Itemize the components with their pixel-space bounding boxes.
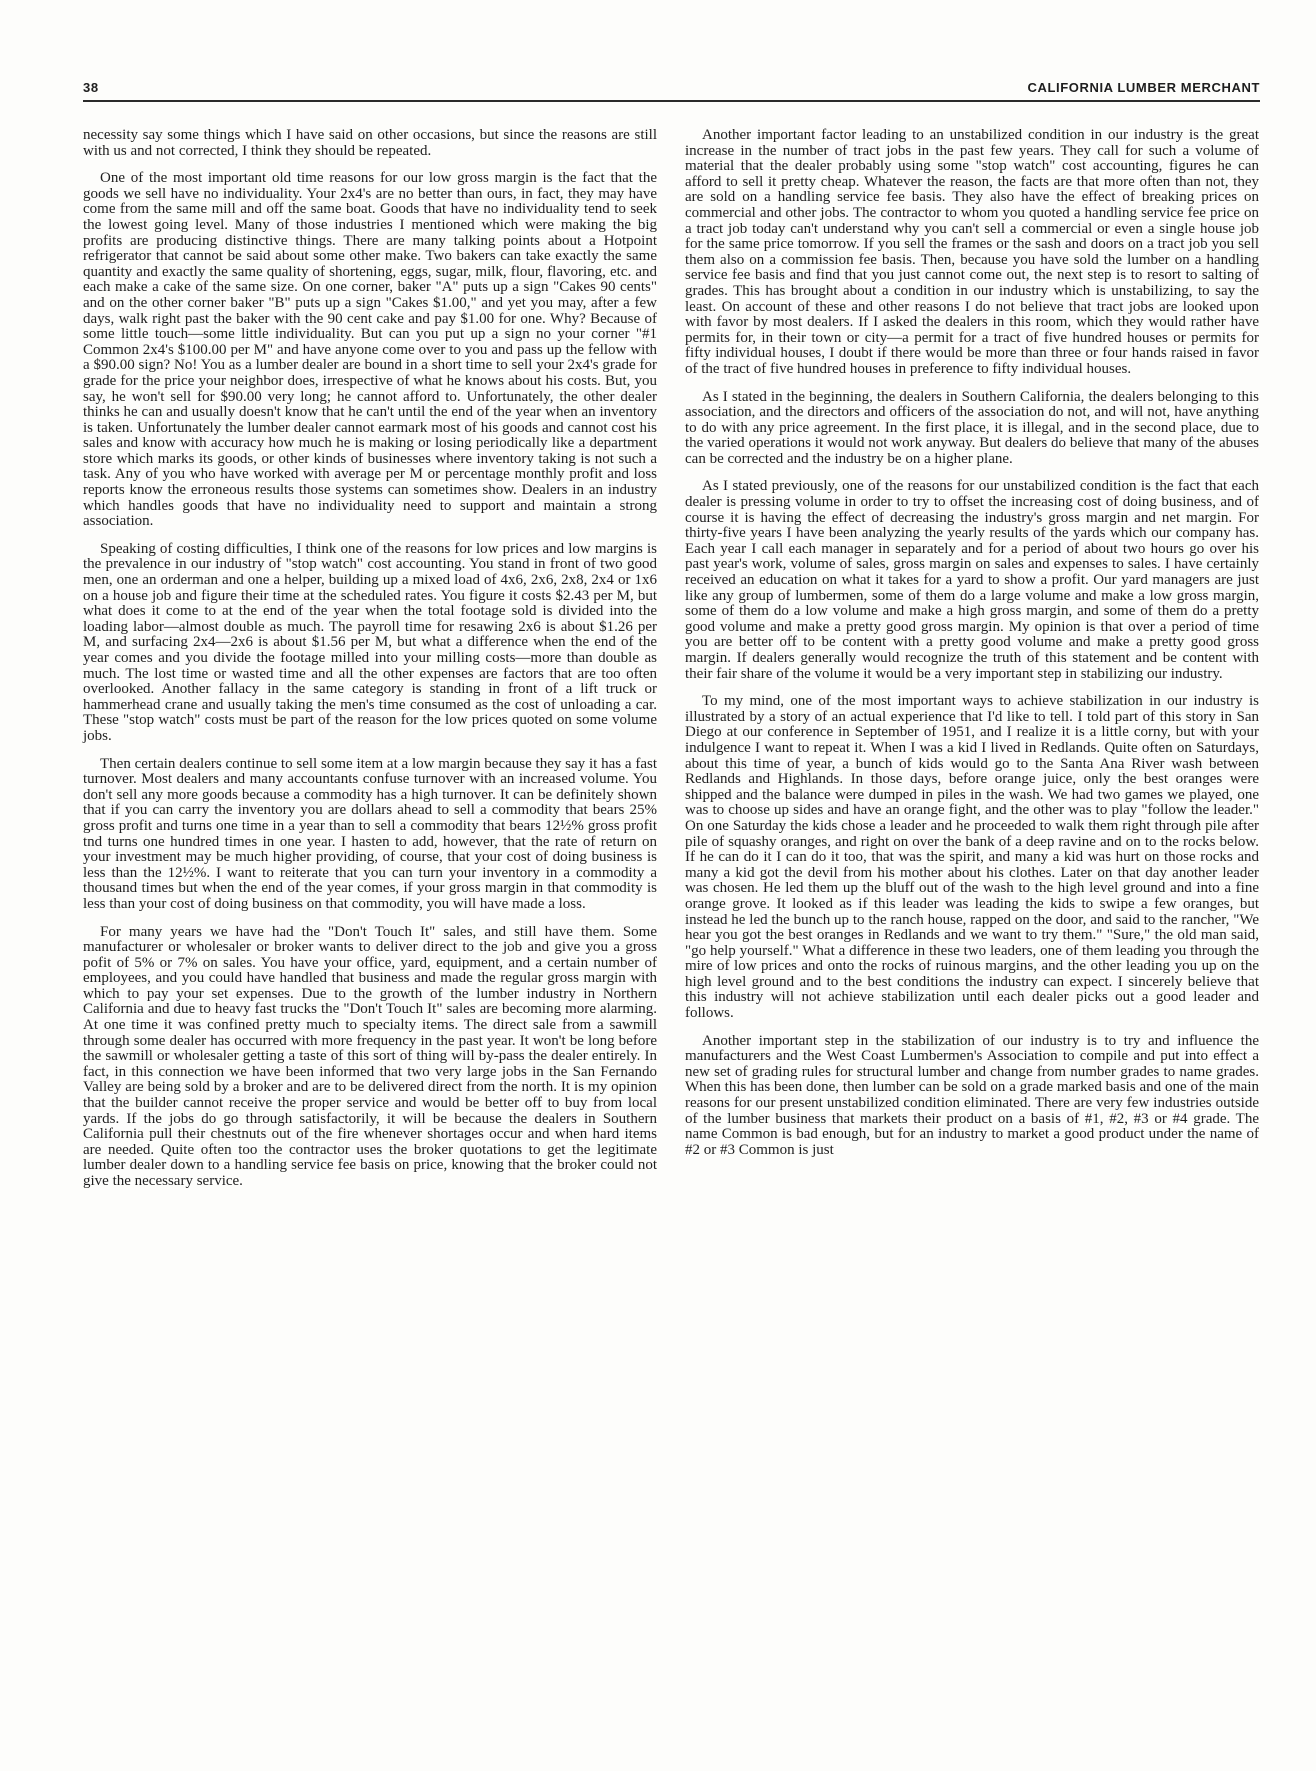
paragraph: Another important step in the stabilization of our industry is to try and influence the manufacturers and the West Coast Lumbermen's Association to compile and put into effect a new set of grading rules for structural lumber and change from number grades to name grades. When this has been done, then lumber can be sold on a grade marked basis and one of the main reasons for our present unstabilized condition eliminated. There are very few industries outside of the lumber business that markets their product on a basis of #1, #2, #3 or #4 grade. The name Common is bad enough, but for an industry to market a good product under the name of #2 or #3 Common is just [685, 1032, 1259, 1158]
right-column [685, 128, 1259, 1170]
paragraph: One of the most important old time reasons for our low gross margin is the fact that the goods we sell have no individuality. Your 2x4's are no better than ours, in fact, they may have come from the same mill and off the same boat. Goods that have no individuality tend to seek the lowest going level. Many of those industries I mentioned which were making the big profits are producing distinctive things. There are many talking points about a Hotpoint refrigerator that cannot be said about some other make. Two bakers can take exactly the same quantity and exactly the same quality of shortening, eggs, sugar, milk, flour, flavoring, etc. and each make a cake of the same size. On one corner, baker "A" puts up a sign "Cakes 90 cents" and on the other corner baker "B" puts up a sign "Cakes $1.00," and yet you may, after a few days, walk right past the baker with the 90 cent cake and pay $1.00 for one. Why? Because of some little touch—some little individuality. But can you put up a sign no your corner "#1 Common 2x4's $100.00 per M" and have anyone come over to you and pass up the fellow with a $90.00 sign? No! You as a lumber dealer are bound in a short time to sell your 2x4's grade for grade for the price your neighbor does, irrespective of what he knows about his costs. But, you say, he won't sell for $90.00 very long; he cannot afford to. Unfortunately, the other dealer thinks he can and usually doesn't know that he can't until the end of the year when an inventory is taken. Unfortunately the lumber dealer cannot earmark most of his goods and cannot cost his sales and know with accuracy how much he is making or losing periodically like a department store which marks its goods, or other kinds of businesses where inventory taking is not such a task. Any of you who have worked with average per M or percentage monthly profit and loss reports know the erroneous results those systems can sometimes show. Dealers in an industry which handles goods that have no individuality need to support and maintain a strong association. [83, 170, 657, 530]
publication-title: CALIFORNIA LUMBER MERCHANT [1027, 80, 1260, 95]
paragraph: To my mind, one of the most important ways to achieve stabilization in our industry is illustrated by a story of an actual experience that I'd like to tell. I told part of this story in San Diego at our conference in September of 1951, and I realize it is a little corny, but with your indulgence I want to repeat it. When I was a kid I lived in Redlands. Quite often on Saturdays, about this time of year, a bunch of kids would go to the Santa Ana River wash between Redlands and Highlands. In those days, before orange juice, only the best oranges were shipped and the balance were dumped in piles in the wash. We had two games we played, one was to choose up sides and have an orange fight, and the other was to play "follow the leader." On one Saturday the kids chose a leader and he proceeded to walk them right through pile after pile of squashy oranges, and right on over the bank of a deep ravine and on to the rocks below. If he can do it I can do it too, that was the spirit, and many a kid was hurt on those rocks and many a kid got the devil from his mother about his clothes. Later on that day another leader was chosen. He led them up the bluff out of the wash to the high level ground and into a fine orange grove. It looked as if this leader was leading the kids to swipe a few oranges, but instead he led the bunch up to the ranch house, rapped on the door, and said to the rancher, "We hear you got the best oranges in Redlands and we want to try them." "Sure," the old man said, "go help yourself." What a difference in these two leaders, one of them leading you through the mire of low prices and onto the rocks of ruinous margins, and the other leading you up on the high level ground and to the best conditions the industry can expect. I sincerely believe that this industry will not achieve stabilization until each dealer picks out a good leader and follows. [685, 693, 1259, 1022]
paragraph: As I stated previously, one of the reasons for our unstabilized condition is the fact that each dealer is pressing volume in order to try to offset the increasing cost of doing business, and of course it is having the effect of decreasing the industry's gross margin and net margin. For thirty-five years I have been analyzing the yearly results of the yards which our company has. Each year I call each manager in separately and for a period of about two hours go over his past year's work, volume of sales, gross margin on sales and expenses to sales. I have certainly received an education on what it takes for a yard to show a profit. Our yard managers are just like any group of lumbermen, some of them do a large volume and make a low gross margin, some of them do a low volume and make a high gross margin, and some of them do a pretty good volume and make a pretty good gross margin. My opinion is that over a period of time you are better off to be content with a pretty good volume and make a pretty good gross margin. If dealers generally would recognize the truth of this statement and be content with their fair share of the volume it would be a very important step in stabilizing our industry. [685, 478, 1259, 682]
left-column [83, 128, 657, 1202]
paragraph: Speaking of costing difficulties, I think one of the reasons for low prices and low margins is the prevalence in our industry of "stop watch" cost accounting. You stand in front of two good men, one an orderman and one a helper, building up a mixed load of 4x6, 2x6, 2x8, 2x4 or 1x6 on a house job and figure their time at the scheduled rates. You figure it costs $2.43 per M, but what does it come to at the end of the year when the total footage sold is divided into the loading labor—almost double as much. The payroll time for resawing 2x6 is about $1.26 per M, and surfacing 2x4—2x6 is about $1.56 per M, but what a difference when the end of the year comes and you divide the footage milled into your milling costs—more than double as much. The lost time or wasted time and all the other expenses are factors that are too often overlooked. Another fallacy in the same category is standing in front of a lift truck or hammerhead crane and usually taking the men's time consumed as the cost of unloading a car. These "stop watch" costs must be part of the reason for the low prices quoted on some volume jobs. [83, 540, 657, 744]
paragraph: necessity say some things which I have said on other occasions, but since the reasons are still with us and not corrected, I think they should be repeated. [83, 127, 657, 159]
paragraph: Then certain dealers continue to sell some item at a low margin because they say it has a fast turnover. Most dealers and many accountants confuse turnover with an increased volume. You don't sell any more goods because a commodity has a high turnover. It can be definitely shown that if you can carry the inventory you are dollars ahead to sell a commodity that bears 25% gross profit and turns one time in a year than to sell a commodity that bears 12½% gross profit tnd turns one hundred times in one year. I hasten to add, however, that the rate of return on your investment may be much higher providing, of course, that your cost of doing business is less than the 12½%. I want to reiterate that you can turn your inventory in a commodity a thousand times but when the end of the year comes, if your gross margin in that commodity is less than your cost of doing business on that commodity, you will have made a loss. [83, 755, 657, 912]
page-number: 38 [83, 80, 99, 95]
paragraph: Another important factor leading to an unstabilized condition in our industry is the great increase in the number of tract jobs in the past few years. They call for such a volume of material that the dealer probably using some "stop watch" cost accounting, figures he can afford to sell it pretty cheap. Whatever the reason, the facts are that more often than not, they are sold on a handling service fee basis. They also have the effect of breaking prices on commercial and other jobs. The contractor to whom you quoted a handling service fee price on a tract job today can't understand why you can't sell a commercial or even a single house job for the same price tomorrow. If you sell the frames or the sash and doors on a tract job you sell them also on a commission fee basis. Then, because you have sold the lumber on a handling service fee basis and find that you just cannot come out, the next step is to resort to salting of grades. This has brought about a condition in our industry which is unstabilizing, to say the least. On account of these and other reasons I do not believe that tract jobs are looked upon with favor by most dealers. If I asked the dealers in this room, which they would rather have permits for, in their town or city—a permit for a tract of five hundred houses or permits for fifty individual houses, I doubt if there would be more than three or four hands raised in favor of the tract of five hundred houses in preference to fifty individual houses. [685, 127, 1259, 377]
paragraph: For many years we have had the "Don't Touch It" sales, and still have them. Some manufacturer or wholesaler or broker wants to deliver direct to the job and give you a gross pofit of 5% or 7% on sales. You have your office, yard, equipment, and a certain number of employees, and you could have handled that business and made the regular gross margin with which to pay your set expenses. Due to the growth of the lumber industry in Northern California and due to heavy fast trucks the "Don't Touch It" sales are becoming more alarming. At one time it was confined pretty much to specialty items. The direct sale from a sawmill through some dealer has occurred with more frequency in the past year. It won't be long before the sawmill or wholesaler getting a taste of this sort of thing will by-pass the dealer entirely. In fact, in this connection we have been informed that two very large jobs in the San Fernando Valley are being sold by a broker and are to be delivered direct from the north. It is my opinion that the builder cannot receive the proper service and would be better off to buy from local yards. If the jobs do go through satisfactorily, it will be because the dealers in Southern California pull their chestnuts out of the fire whenever shortages occur and when hard items are needed. Quite often too the contractor uses the broker quotations to get the legitimate lumber dealer down to a handling service fee basis on price, knowing that the broker could not give the necessary service. [83, 923, 657, 1189]
paragraph: As I stated in the beginning, the dealers in Southern California, the dealers belonging to this association, and the directors and officers of the association do not, and will not, have anything to do with any price agreement. In the first place, it is illegal, and in the second place, due to the varied operations it would not work anyway. But dealers do believe that many of the abuses can be corrected and the industry be on a higher plane. [685, 388, 1259, 467]
page-header [83, 78, 1260, 102]
